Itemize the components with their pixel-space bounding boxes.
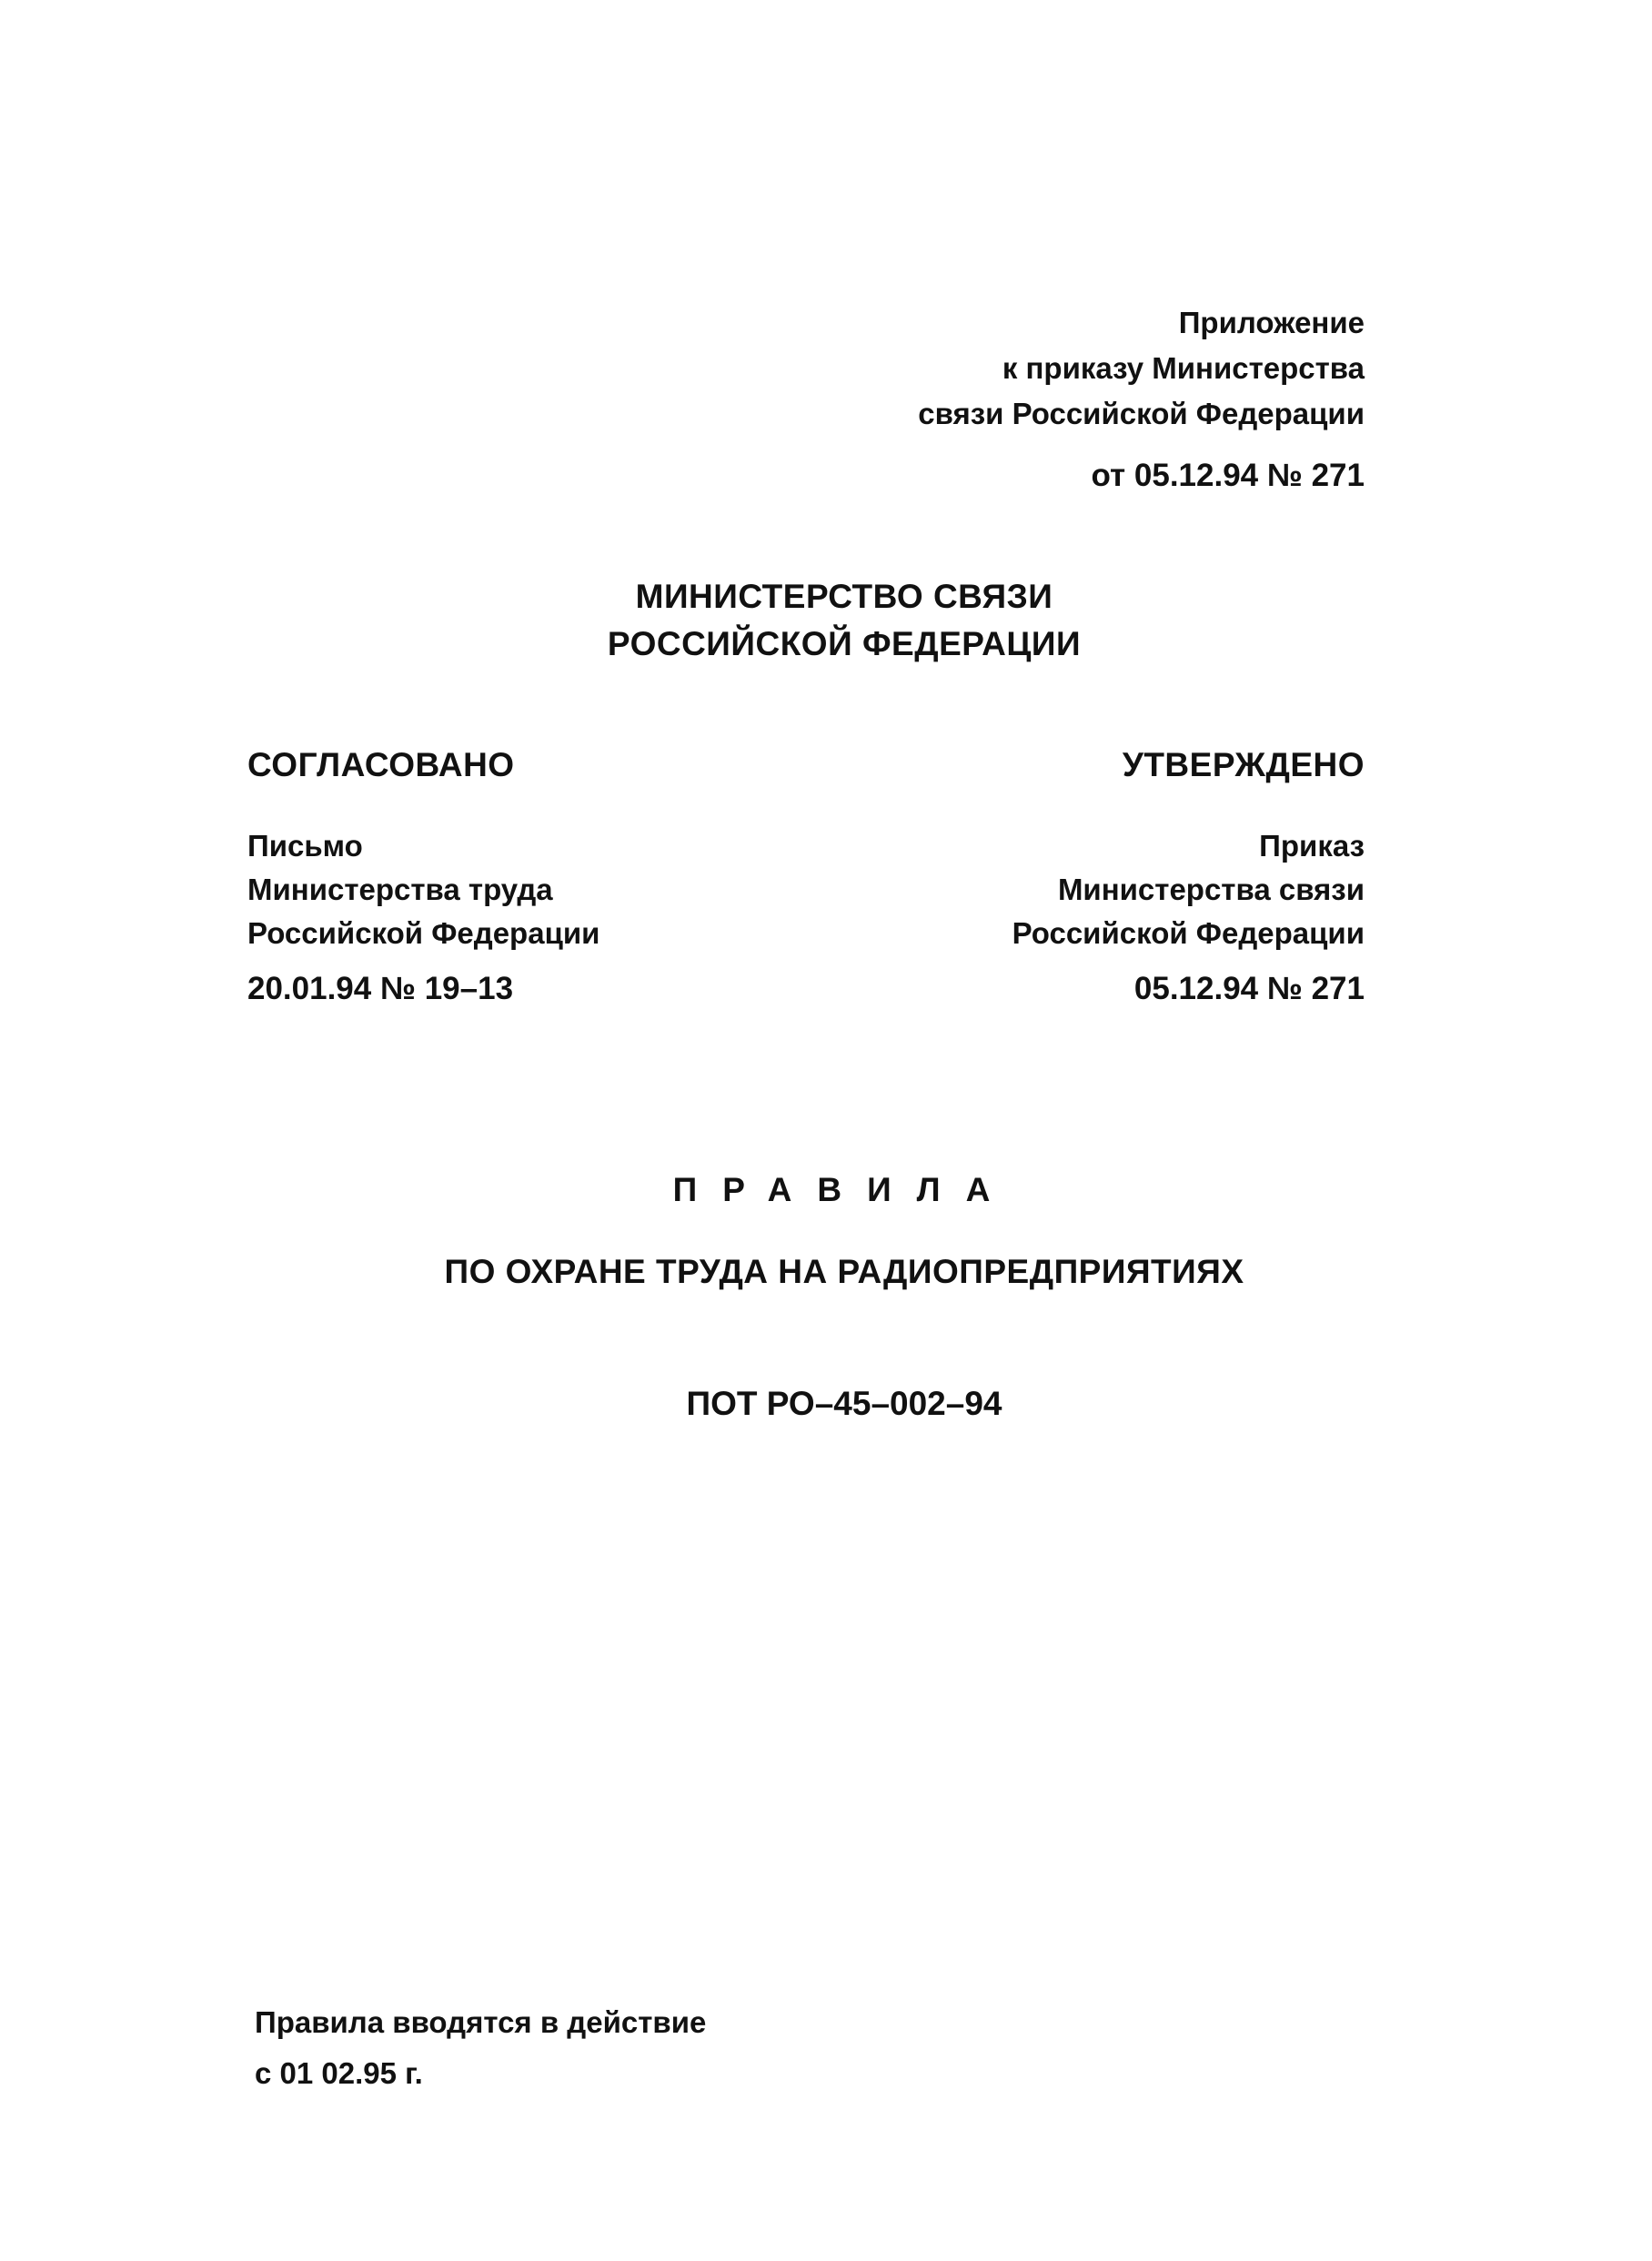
approved-federation: Российской Федерации: [1012, 916, 1365, 950]
ministry-heading-line1: МИНИСТЕРСТВО СВЯЗИ: [635, 578, 1053, 615]
approved-order: Приказ: [1259, 829, 1365, 863]
approved-date: 05.12.94 № 271: [1133, 971, 1365, 1006]
agreed-federation: Российской Федерации: [247, 916, 600, 950]
appendix-block: [918, 300, 1365, 499]
document-title-block: [0, 1163, 1652, 1299]
approved-title: УТВЕРЖДЕНО: [1122, 746, 1365, 783]
approved-block: [1012, 742, 1365, 1012]
agreed-ministry: Министерства труда: [247, 873, 553, 906]
ministry-heading: [0, 573, 1652, 668]
appendix-ministry: связи Российской Федерации: [918, 397, 1365, 430]
ministry-heading-line2: РОССИЙСКОЙ ФЕДЕРАЦИИ: [607, 625, 1082, 662]
approved-ministry: Министерства связи: [1057, 873, 1365, 906]
effective-date: с 01 02.95 г.: [255, 2056, 423, 2090]
appendix-order-number: от 05.12.94 № 271: [1091, 458, 1365, 493]
effective-date-block: [255, 1997, 706, 2099]
document-title: ПРАВИЛА: [672, 1171, 1016, 1208]
appendix-label: Приложение: [1178, 306, 1365, 339]
appendix-order-ref: к приказу Министерства: [1002, 351, 1365, 385]
effective-text: Правила вводятся в действие: [255, 2005, 707, 2039]
agreed-block: [247, 742, 599, 1012]
agreed-title: СОГЛАСОВАНО: [247, 746, 515, 783]
agreed-letter: Письмо: [247, 829, 363, 863]
agreed-date: 20.01.94 № 19–13: [247, 971, 514, 1006]
document-code: ПОТ РО–45–002–94: [686, 1385, 1002, 1422]
document-subtitle: ПО ОХРАНЕ ТРУДА НА РАДИОПРЕДПРИЯТИЯХ: [444, 1253, 1244, 1290]
